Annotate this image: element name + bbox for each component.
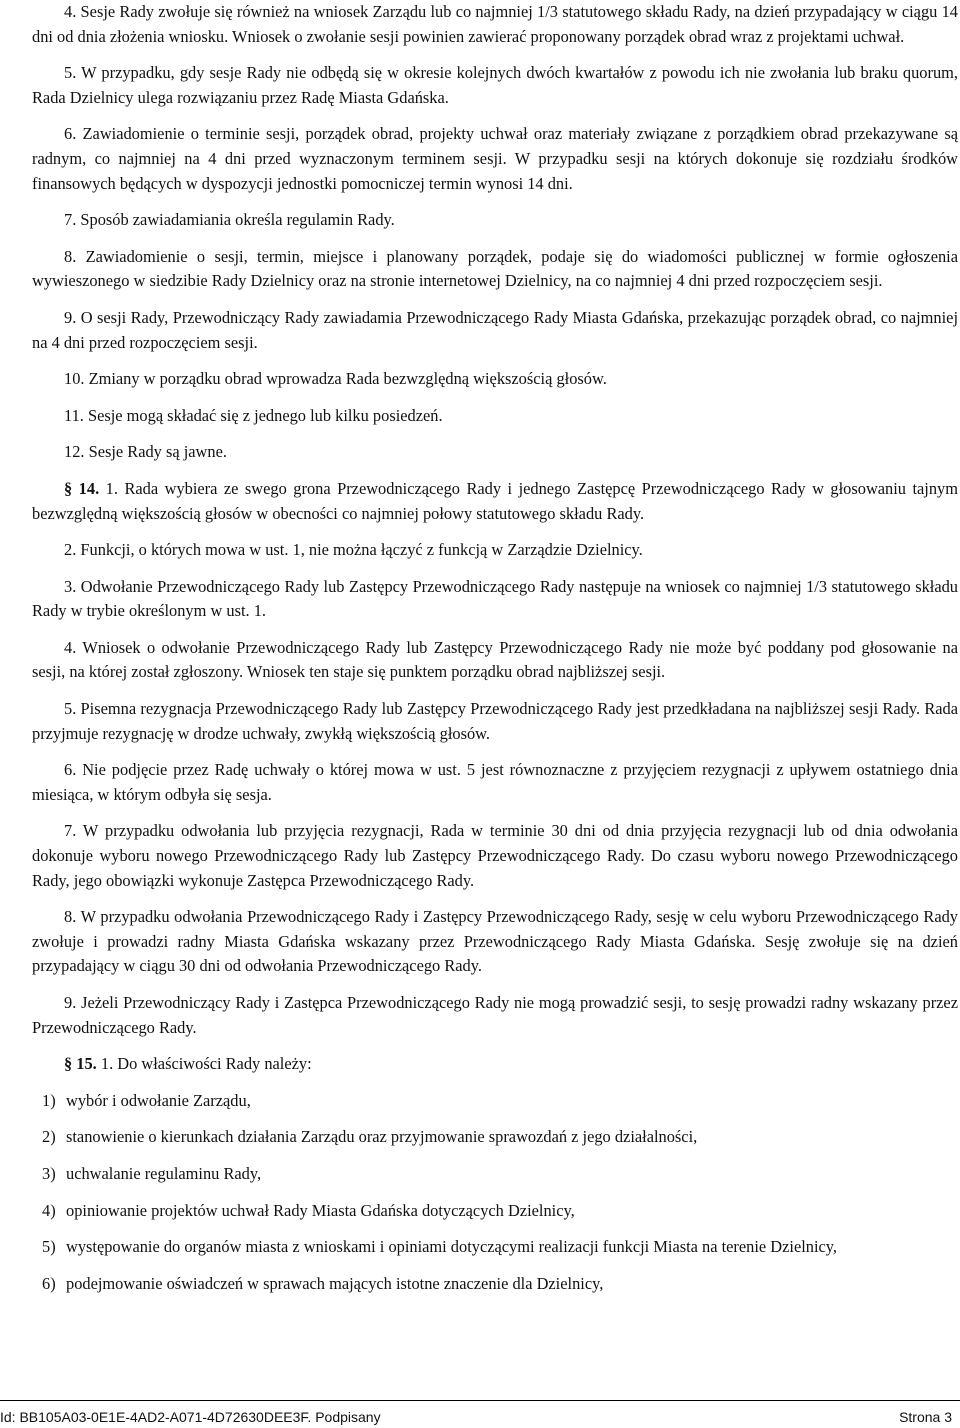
section-14-paragraph: 4. Wniosek o odwołanie Przewodniczącego Rady lub Zastępcy Przewodniczącego Rady nie może być poddany pod głosowanie na sesji, na której został zgłoszony. Wniosek ten staje się punktem porządku obrad najbliższej sesji.: [32, 637, 958, 682]
section-14-paragraph: 7. W przypadku odwołania lub przyjęcia rezygnacji, Rada w terminie 30 dni od dnia przyjęcia rezygnacji lub od dnia odwołania dokonuje wyboru nowego Przewodniczącego Rady lub Zastępcy Przewodniczącego Rady. Do czasu wyboru nowego Przewodniczącego Rady, jego obowiązki wykonuje Zastępca Przewodniczącego Rady.: [32, 821, 958, 890]
section-14-rest: [32, 538, 958, 1040]
list-item-text: podejmowanie oświadczeń w sprawach mających istotne znaczenie dla Dzielnicy,: [66, 1273, 604, 1293]
paragraph-p8: 8. Zawiadomienie o sesji, termin, miejsce i planowany porządek, podaje się do wiadomości publicznej w formie ogłoszenia wywieszonego w siedzibie Rady Dzielnicy oraz na stronie internetowej Dzielnicy, na co najmniej 4 dni przed rozpoczęciem sesji.: [32, 246, 958, 291]
list-item-number: 6): [42, 1273, 56, 1293]
section-14-first: [32, 477, 958, 526]
paragraph-p12: 12. Sesje Rady są jawne.: [64, 442, 227, 462]
list-item-number: 2): [42, 1127, 56, 1147]
section-15-ust-1: 1. Do właściwości Rady należy:: [100, 1054, 312, 1074]
section-15-list: [32, 1089, 958, 1297]
paragraph-p4: 4. Sesje Rady zwołuje się również na wniosek Zarządu lub co najmniej 1/3 statutowego składu Rady, na dzień przypadający w ciągu 14 dni od dnia złożenia wniosku. Wniosek o zwołanie sesji powinien zawierać proponowany porządek obrad wraz z projektami uchwał.: [32, 2, 958, 46]
list-item: [42, 1199, 958, 1224]
document-page: [32, 0, 958, 1296]
list-item-number: 3): [42, 1163, 56, 1183]
paragraph-p7: 7. Sposób zawiadamiania określa regulamin Rady.: [64, 210, 395, 230]
paragraph-p10: 10. Zmiany w porządku obrad wprowadza Rada bezwzględną większością głosów.: [64, 369, 607, 389]
section-15-heading: § 15.: [64, 1054, 97, 1074]
paragraph-block-13: [32, 0, 958, 465]
section-15-first: [32, 1052, 958, 1077]
list-item-text: opiniowanie projektów uchwał Rady Miasta Gdańska dotyczących Dzielnicy,: [66, 1200, 575, 1220]
list-item: [42, 1089, 958, 1114]
section-14-paragraph: 8. W przypadku odwołania Przewodniczącego Rady i Zastępcy Przewodniczącego Rady, sesję w celu wyboru Przewodniczącego Rady zwołuje i prowadzi radny Miasta Gdańska wskazany przez Przewodniczącego Rady Miasta Gdańska. Sesję zwołuje się na dzień przypadający w ciągu 30 dni od odwołania Przewodniczącego Rady.: [32, 907, 958, 976]
paragraph-p5: 5. W przypadku, gdy sesje Rady nie odbędą się w okresie kolejnych dwóch kwartałów z powodu ich nie zwołania lub braku quorum, Rada Dzielnicy ulega rozwiązaniu przez Radę Miasta Gdańska.: [32, 63, 958, 107]
section-14-paragraph: 9. Jeżeli Przewodniczący Rady i Zastępca Przewodniczącego Rady nie mogą prowadzić sesji, to sesję prowadzi radny wskazany przez Przewodniczącego Rady.: [32, 993, 958, 1037]
list-item: [42, 1235, 958, 1260]
page-number: Strona 3: [899, 1409, 952, 1425]
page-footer: [0, 1400, 960, 1428]
section-14-paragraph: 6. Nie podjęcie przez Radę uchwały o której mowa w ust. 5 jest równoznaczne z przyjęciem rezygnacji z upływem ostatniego dnia miesiąca, w którym odbyła się sesja.: [32, 760, 958, 804]
list-item: [42, 1162, 958, 1187]
section-14-ust-1: 1. Rada wybiera ze swego grona Przewodniczącego Rady i jednego Zastępcę Przewodniczącego Rady w głosowaniu tajnym bezwzględną większością głosów w obecności co najmniej połowy statutowego składu Rady.: [32, 478, 959, 523]
section-14-paragraph: 5. Pisemna rezygnacja Przewodniczącego Rady lub Zastępcy Przewodniczącego Rady jest przedkładana na najbliższej sesji Rady. Rada przyjmuje rezygnację w drodze uchwały, zwykłą większością głosów.: [32, 699, 958, 743]
list-item-number: 4): [42, 1200, 56, 1220]
paragraph-p11: 11. Sesje mogą składać się z jednego lub kilku posiedzeń.: [64, 405, 443, 425]
section-14-paragraph: 2. Funkcji, o których mowa w ust. 1, nie można łączyć z funkcją w Zarządzie Dzielnicy.: [64, 540, 643, 560]
document-id: Id: BB105A03-0E1E-4AD2-A071-4D72630DEE3F. Podpisany: [0, 1409, 381, 1425]
list-item-text: uchwalanie regulaminu Rady,: [66, 1163, 262, 1183]
list-item: [42, 1272, 958, 1297]
list-item-number: 1): [42, 1090, 56, 1110]
list-item-number: 5): [42, 1237, 56, 1257]
list-item-text: występowanie do organów miasta z wnioskami i opiniami dotyczącymi realizacji funkcji Miasta na terenie Dzielnicy,: [66, 1237, 838, 1257]
list-item-text: stanowienie o kierunkach działania Zarządu oraz przyjmowanie sprawozdań z jego działalności,: [66, 1127, 698, 1147]
section-14-paragraph: 3. Odwołanie Przewodniczącego Rady lub Zastępcy Przewodniczącego Rady następuje na wniosek co najmniej 1/3 statutowego składu Rady w trybie określonym w ust. 1.: [32, 576, 958, 621]
paragraph-p6: 6. Zawiadomienie o terminie sesji, porządek obrad, projekty uchwał oraz materiały związane z porządkiem obrad przekazywane są radnym, co najmniej na 4 dni przed wyznaczonym terminem sesji. W przypadku sesji na których dokonuje się rozdziału środków finansowych będących w dyspozycji jednostki pomocniczej termin wynosi 14 dni.: [32, 124, 958, 193]
list-item: [42, 1125, 958, 1150]
paragraph-p9: 9. O sesji Rady, Przewodniczący Rady zawiadamia Przewodniczącego Rady Miasta Gdańska, przekazując porządek obrad, co najmniej na 4 dni przed rozpoczęciem sesji.: [32, 307, 958, 352]
list-item-text: wybór i odwołanie Zarządu,: [66, 1090, 251, 1110]
section-14-heading: § 14.: [64, 478, 100, 498]
